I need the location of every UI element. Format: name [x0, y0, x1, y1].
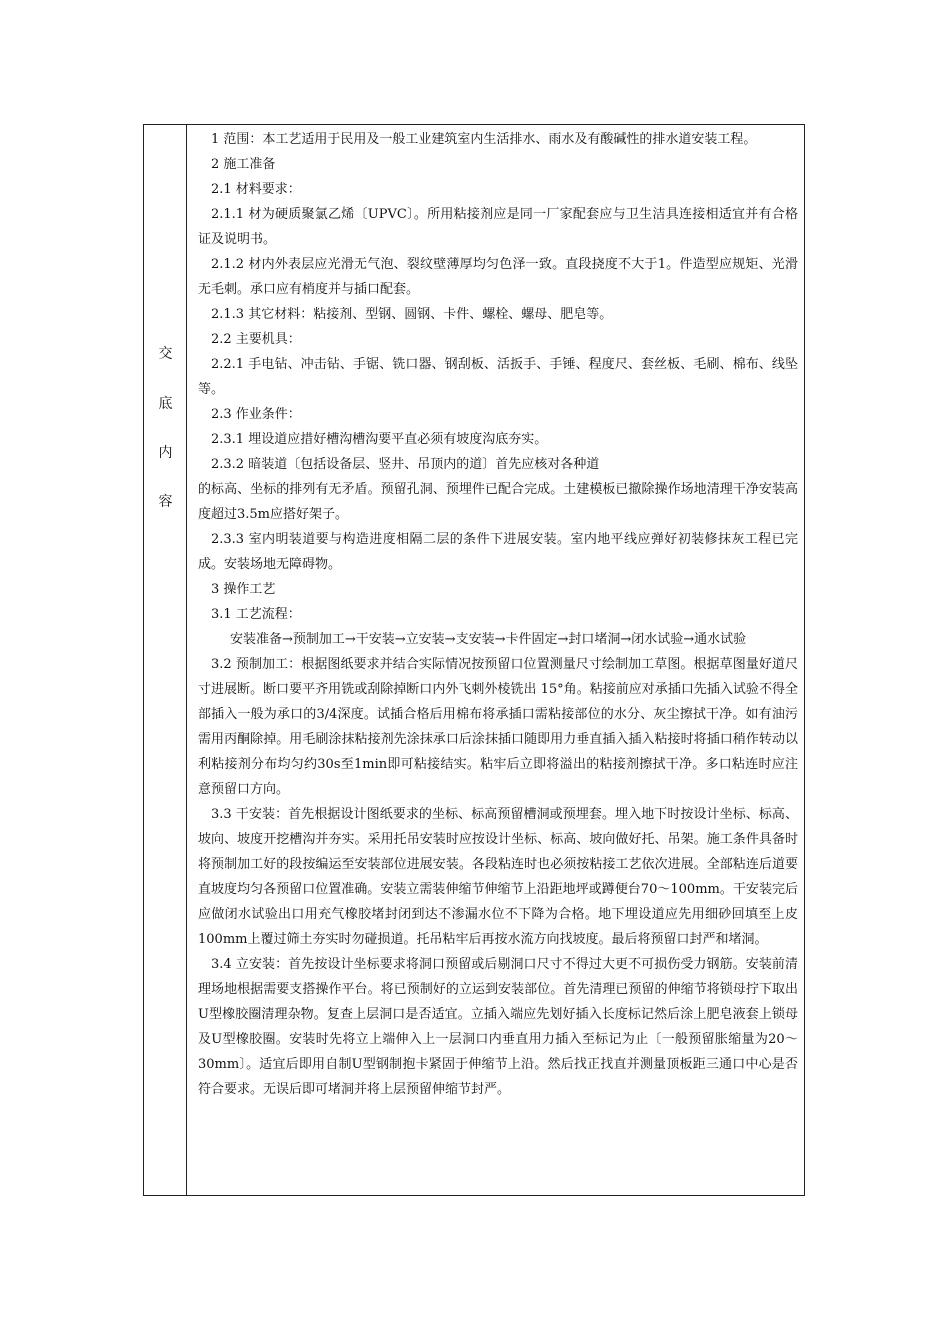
- disclosure-table: [143, 124, 805, 1196]
- content-paragraph: 2.3.2 暗装道〔包括设备层、竖井、吊顶内的道〕首先应核对各种道: [211, 457, 600, 472]
- content-paragraph: 3.2 预制加工：根据图纸要求并结合实际情况按预留口位置测量尺寸绘制加工草图。根据草图量好道尺寸进展断。断口要平齐用铣或刮除掉断口内外飞刺外棱铣出 15°角。粘接前应对承插口先插入试验不得全部插入一般为承口的3/4深度。试插合格后用棉布将承插口需粘接部位的水分、灰尘擦拭干净。如有油污需用丙酮除掉。用毛刷涂抹粘接剂先涂抹承口后涂抹插口随即用力垂直插入插入粘接时将插口稍作转动以利粘接剂分布均匀约30s至1min即可粘接结实。粘牢后立即将溢出的粘接剂擦拭干净。多口粘连时应注意预留口方向。: [198, 657, 798, 797]
- content-paragraph: 1 范围：本工艺适用于民用及一般工业建筑室内生活排水、雨水及有酸碱性的排水道安装工程。: [211, 132, 757, 147]
- content-paragraph: 2.3.3 室内明装道要与构造进度相隔二层的条件下进展安装。室内地平线应弹好初装修抹灰工程已完成。安装场地无障碍物。: [198, 532, 798, 572]
- content-paragraph: 2 施工准备: [211, 157, 276, 172]
- label-char: 内: [158, 445, 173, 461]
- content-paragraph: 2.3.1 埋设道应措好槽沟槽沟要平直必须有坡度沟底夯实。: [211, 432, 548, 447]
- content-paragraph: 2.1.1 材为硬质聚氯乙烯〔UPVC〕。所用粘接剂应是同一厂家配套应与卫生洁具连接相适宜并有合格证及说明书。: [198, 207, 798, 247]
- content-body: [198, 127, 798, 1102]
- content-paragraph: 的标高、坐标的排列有无矛盾。预留孔洞、预埋件已配合完成。土建模板已撤除操作场地清理干净安装高度超过3.5m应搭好架子。: [198, 482, 798, 522]
- content-paragraph: 3.4 立安装：首先按设计坐标要求将洞口预留或后剔洞口尺寸不得过大更不可损伤受力钢筋。安装前清理场地根据需要支搭操作平台。将已预制好的立运到安装部位。首先清理已预留的伸缩节将锁母拧下取出U型橡胶圈清理杂物。复查上层洞口是否适宜。立插入端应先划好插入长度标记然后涂上肥皂液套上锁母及U型橡胶圈。安装时先将立上端伸入上一层洞口内垂直用力插入至标记为止〔一般预留胀缩量为20～30mm〕。适宜后即用自制U型钢制抱卡紧固于伸缩节上沿。然后找正找直并测量顶板距三通口中心是否符合要求。无误后即可堵洞并将上层预留伸缩节封严。: [198, 957, 798, 1097]
- label-char: 底: [158, 396, 173, 412]
- content-paragraph: 2.2 主要机具：: [211, 332, 301, 347]
- content-paragraph: 安装准备→预制加工→干安装→立安装→支安装→卡件固定→封口堵洞→闭水试验→通水试验: [230, 632, 747, 647]
- content-paragraph: 3.1 工艺流程：: [211, 607, 301, 622]
- content-paragraph: 2.3 作业条件：: [211, 407, 301, 422]
- content-paragraph: 2.1.3 其它材料：粘接剂、型钢、圆钢、卡件、螺栓、螺母、肥皂等。: [211, 307, 613, 322]
- label-column: [144, 125, 187, 1195]
- content-paragraph: 3 操作工艺: [211, 582, 276, 597]
- content-paragraph: 2.1 材料要求：: [211, 182, 301, 197]
- label-char: 交: [158, 346, 173, 362]
- content-paragraph: 3.3 干安装：首先根据设计图纸要求的坐标、标高预留槽洞或预埋套。埋入地下时按设计坐标、标高、坡向、坡度开挖槽沟并夯实。采用托吊安装时应按设计坐标、标高、坡向做好托、吊架。施工条件具备时将预制加工好的段按编运至安装部位进展安装。各段粘连时也必须按粘接工艺依次进展。全部粘连后道要直坡度均匀各预留口位置准确。安装立需装伸缩节伸缩节上沿距地坪或蹲便台70～100mm。干安装完后应做闭水试验出口用充气橡胶堵封闭到达不渗漏水位不下降为合格。地下埋设道应先用细砂回填至上皮100mm上覆过筛土夯实时勿碰损道。托吊粘牢后再按水流方向找坡度。最后将预留口封严和堵洞。: [198, 807, 798, 947]
- content-paragraph: 2.2.1 手电钻、冲击钻、手锯、铣口器、钢刮板、活扳手、手锤、程度尺、套丝板、毛刷、棉布、线坠等。: [198, 357, 798, 397]
- label-char: 容: [158, 494, 173, 510]
- content-paragraph: 2.1.2 材内外表层应光滑无气泡、裂纹壁薄厚均匀色泽一致。直段挠度不大于1。件造型应规矩、光滑无毛刺。承口应有梢度并与插口配套。: [198, 257, 798, 297]
